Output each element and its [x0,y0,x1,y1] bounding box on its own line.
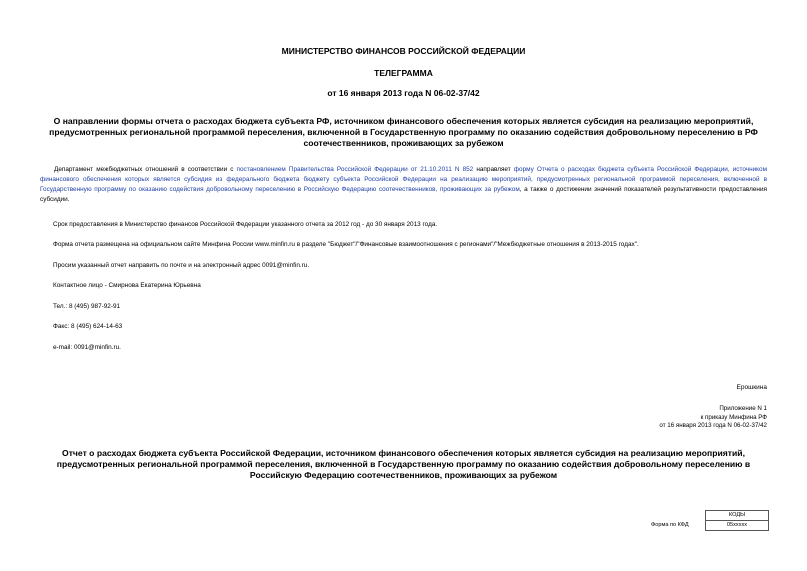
paragraph-text: направляет [473,166,514,173]
codes-header: КОДЫ [706,511,768,521]
email-address: e-mail: 0091@minfin.ru. [53,344,121,351]
signature-name: Ерошкина [736,384,767,391]
report-title: Отчет о расходах бюджета субъекта Российской Федерации, источником финансового обеспечения которых является субсидия на реализацию мероприятий, предусмотренных региональной программой переселения, включенной в Государственную программу по оказанию содействия добровольному переселению в Российскую Федерацию соотечественников, проживающих за рубежом [56,448,751,480]
ministry-heading: МИНИСТЕРСТВО ФИНАНСОВ РОССИЙСКОЙ ФЕДЕРАЦИИ [281,46,526,56]
appendix-line: Приложение N 1 [719,405,767,412]
paragraph-text: Департамент межбюджетных отношений в соответствии с [54,166,237,173]
contact-person: Контактное лицо - Смирнова Екатерина Юрьевна [53,282,201,289]
main-paragraph [40,165,767,205]
appendix-line: к приказу Минфина РФ [700,413,767,421]
site-text: Форма отчета размещена на официальном сайте Минфина России www.minfin.ru в разделе "Бюджет"/"Финансовые взаимоотношения с регионами"/"Межбюджетные отношения в 2013-2015 годах". [53,241,639,248]
appendix-line: от 16 января 2013 года N 06-02-37/42 [659,422,767,429]
appendix-block [659,405,767,431]
document-subject: О направлении формы отчета о расходах бюджета субъекта РФ, источником финансового обеспечения которых является субсидия на реализацию мероприятий, предусмотренных региональной программой переселения, включенной в Государственную программу по оказанию содействия добровольному переселению в РФ соотечественников, проживающих за рубежом [49,116,758,148]
document-date-number: от 16 января 2013 года N 06-02-37/42 [327,88,480,98]
paragraph-text: , а также о достижении значений показателей результативности предоставления субсидии. [40,186,767,203]
report-form-link[interactable]: форму Отчета о расходах бюджета субъекта Российской Федерации, источником финансового обеспечения которых является субсидия из федерального бюджета бюджету субъекта Российской Федерации на реализацию мероприятий, предусмотренных региональной программой переселения, включенной в Государственную программу по оказанию содействия добровольному переселению в Российскую Федерацию соотечественников, проживающих за рубежом [40,166,768,193]
fax-number: Факс: 8 (495) 624-14-63 [53,323,123,330]
resolution-link[interactable]: постановлением Правительства Российской Федерации от 21.10.2011 N 852 [236,166,474,173]
codes-table [705,510,769,531]
phone-number: Тел.: 8 (495) 987-92-91 [53,303,121,310]
form-code: 05ххххх [726,522,748,528]
document-type: ТЕЛЕГРАММА [374,68,433,78]
deadline-text: Срок предоставления в Министерство финансов Российской Федерации указанного отчета за 2012 год - до 30 января 2013 года. [53,221,438,228]
form-label: Форма по КФД [651,522,689,528]
send-request-text: Просим указанный отчет направить по почте и на электронный адрес 0091@minfin.ru. [53,262,310,269]
